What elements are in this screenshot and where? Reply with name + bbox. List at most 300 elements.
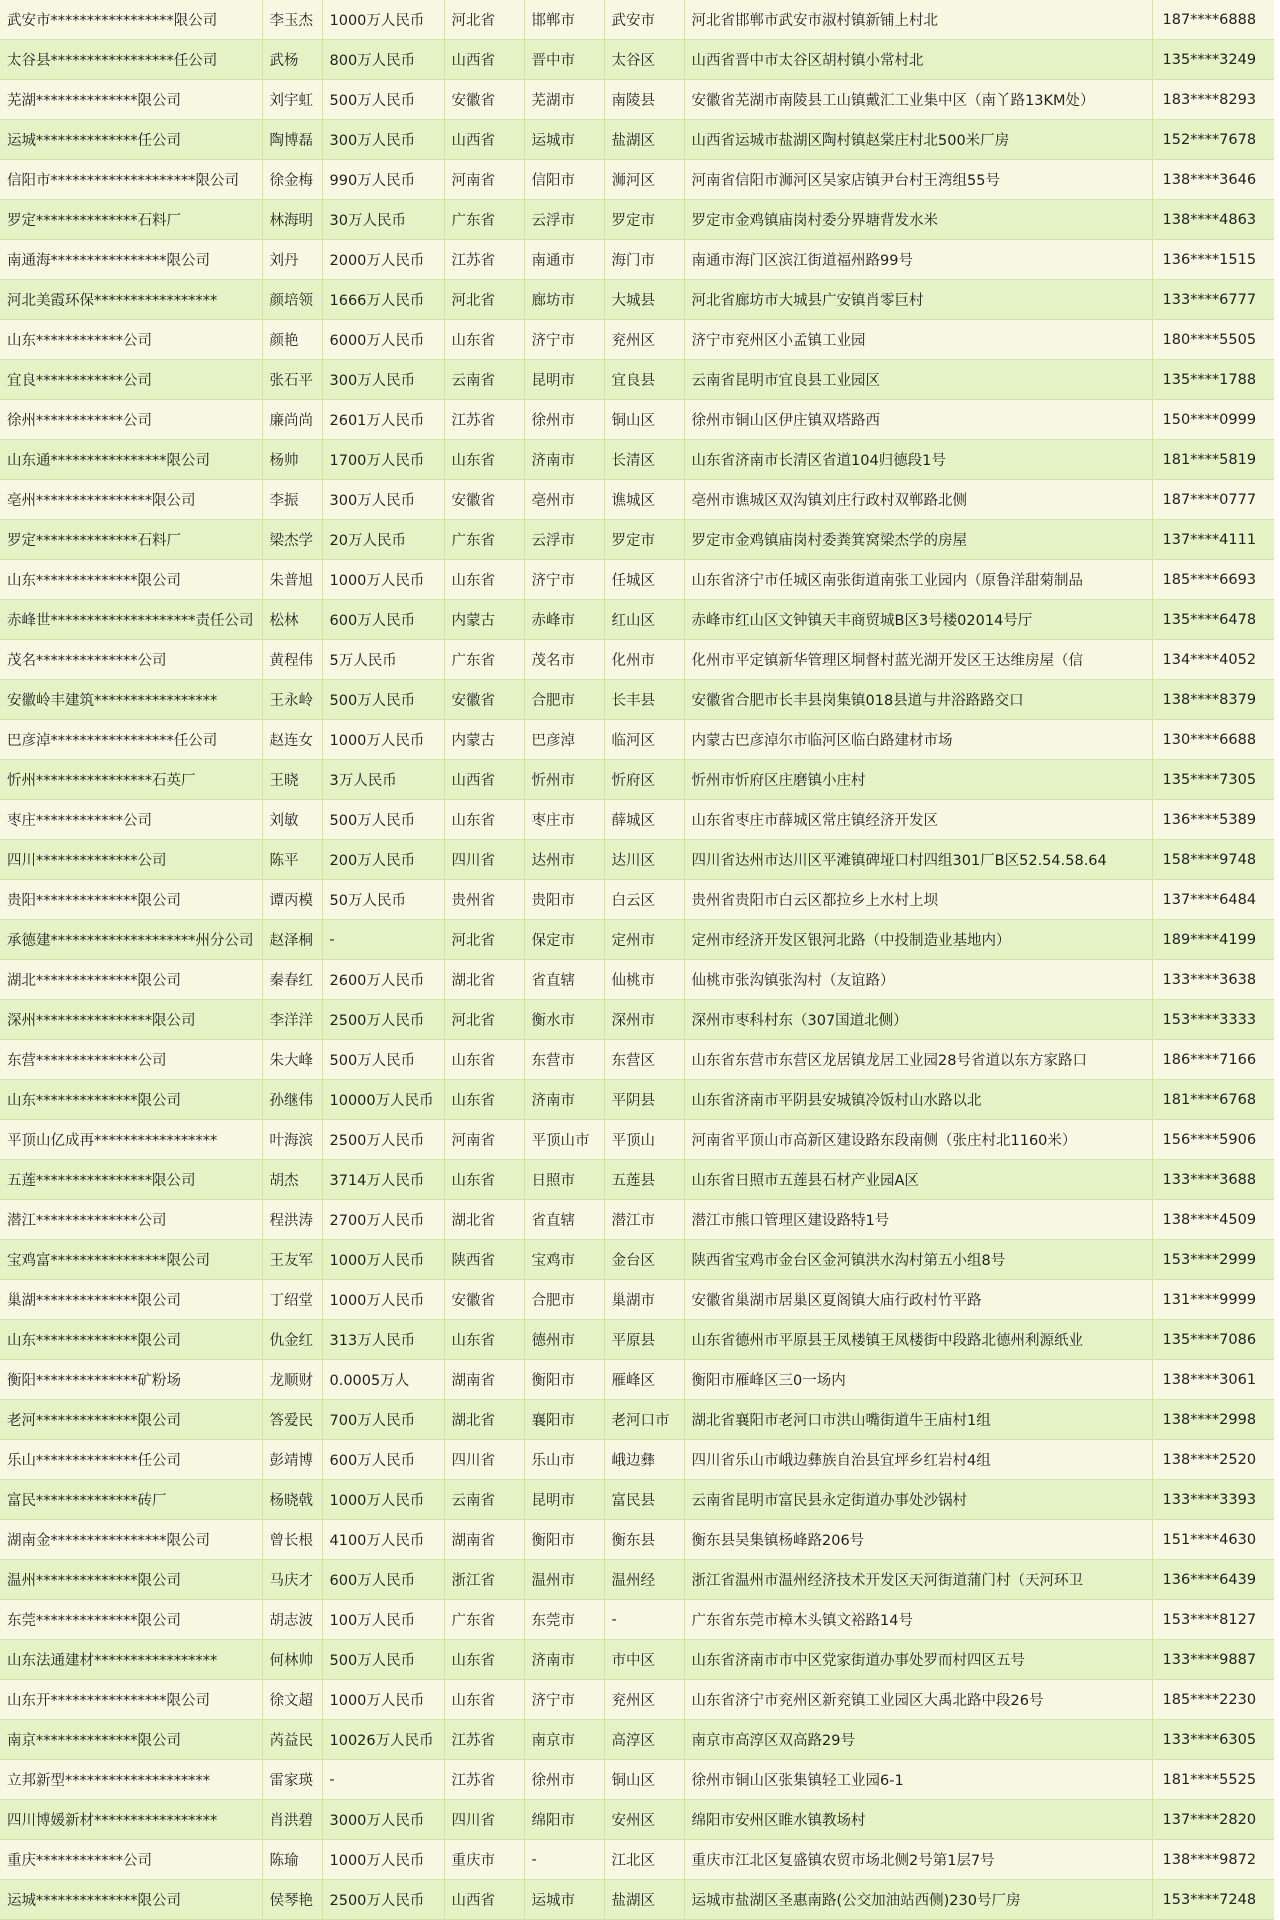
province-cell: 湖南省 — [444, 1520, 524, 1560]
province-cell: 广东省 — [444, 520, 524, 560]
registered-capital-cell: - — [322, 920, 444, 960]
registered-capital-cell: 600万人民币 — [322, 1560, 444, 1600]
table-row — [0, 1760, 1274, 1800]
address-cell: 山东省德州市平原县王凤楼镇王凤楼街中段路北德州利源纸业 — [684, 1320, 1152, 1360]
city-cell: 合肥市 — [524, 680, 604, 720]
city-cell: 济宁市 — [524, 320, 604, 360]
company-name-cell: 山东开****************限公司 — [0, 1680, 262, 1720]
phone-cell: 136****1515 — [1152, 240, 1274, 280]
address-cell: 罗定市金鸡镇庙岗村委分界塘背发水米 — [684, 200, 1152, 240]
phone-cell: 153****2999 — [1152, 1240, 1274, 1280]
phone-cell: 133****3638 — [1152, 960, 1274, 1000]
district-cell: 任城区 — [604, 560, 684, 600]
contact-name-cell: 赵连女 — [262, 720, 322, 760]
address-cell: 山东省东营市东营区龙居镇龙居工业园28号省道以东方家路口 — [684, 1040, 1152, 1080]
contact-name-cell: 程洪涛 — [262, 1200, 322, 1240]
province-cell: 山东省 — [444, 1040, 524, 1080]
company-name-cell: 赤峰世********************责任公司 — [0, 600, 262, 640]
district-cell: 温州经 — [604, 1560, 684, 1600]
district-cell: 罗定市 — [604, 520, 684, 560]
address-cell: 定州市经济开发区银河北路（中投制造业基地内） — [684, 920, 1152, 960]
city-cell: 乐山市 — [524, 1440, 604, 1480]
registered-capital-cell: 2500万人民币 — [322, 1000, 444, 1040]
registered-capital-cell: 2700万人民币 — [322, 1200, 444, 1240]
province-cell: 河北省 — [444, 280, 524, 320]
district-cell: 平阴县 — [604, 1080, 684, 1120]
phone-cell: 131****9999 — [1152, 1280, 1274, 1320]
city-cell: 信阳市 — [524, 160, 604, 200]
city-cell: 昆明市 — [524, 360, 604, 400]
table-row — [0, 880, 1274, 920]
address-cell: 山东省济南市市中区党家街道办事处罗而村四区五号 — [684, 1640, 1152, 1680]
table-row — [0, 440, 1274, 480]
registered-capital-cell: 2500万人民币 — [322, 1880, 444, 1920]
province-cell: 江苏省 — [444, 400, 524, 440]
address-cell: 山东省济南市长清区省道104归德段1号 — [684, 440, 1152, 480]
district-cell: 高淳区 — [604, 1720, 684, 1760]
company-name-cell: 南通海****************限公司 — [0, 240, 262, 280]
company-name-cell: 芜湖**************限公司 — [0, 80, 262, 120]
company-name-cell: 宜良************公司 — [0, 360, 262, 400]
company-name-cell: 深州****************限公司 — [0, 1000, 262, 1040]
registered-capital-cell: 600万人民币 — [322, 600, 444, 640]
province-cell: 安徽省 — [444, 1280, 524, 1320]
company-name-cell: 茂名**************公司 — [0, 640, 262, 680]
city-cell: 云浮市 — [524, 200, 604, 240]
registered-capital-cell: 500万人民币 — [322, 1040, 444, 1080]
contact-name-cell: 王永岭 — [262, 680, 322, 720]
table-row — [0, 800, 1274, 840]
district-cell: 深州市 — [604, 1000, 684, 1040]
registered-capital-cell: 1000万人民币 — [322, 1480, 444, 1520]
district-cell: 太谷区 — [604, 40, 684, 80]
contact-name-cell: 李玉杰 — [262, 0, 322, 40]
table-row — [0, 1320, 1274, 1360]
phone-cell: 180****5505 — [1152, 320, 1274, 360]
address-cell: 南通市海门区滨江街道福州路99号 — [684, 240, 1152, 280]
registered-capital-cell: 3714万人民币 — [322, 1160, 444, 1200]
company-name-cell: 宝鸡富****************限公司 — [0, 1240, 262, 1280]
table-row — [0, 1840, 1274, 1880]
district-cell: 薛城区 — [604, 800, 684, 840]
province-cell: 内蒙古 — [444, 720, 524, 760]
table-row — [0, 520, 1274, 560]
phone-cell: 187****6888 — [1152, 0, 1274, 40]
registered-capital-cell: 4100万人民币 — [322, 1520, 444, 1560]
registered-capital-cell: 5万人民币 — [322, 640, 444, 680]
contact-name-cell: 刘敏 — [262, 800, 322, 840]
company-name-cell: 信阳市********************限公司 — [0, 160, 262, 200]
city-cell: 枣庄市 — [524, 800, 604, 840]
address-cell: 济宁市兖州区小孟镇工业园 — [684, 320, 1152, 360]
contact-name-cell: 何林帅 — [262, 1640, 322, 1680]
registered-capital-cell: 3万人民币 — [322, 760, 444, 800]
registered-capital-cell: 6000万人民币 — [322, 320, 444, 360]
registered-capital-cell: 30万人民币 — [322, 200, 444, 240]
address-cell: 陕西省宝鸡市金台区金河镇洪水沟村第五小组8号 — [684, 1240, 1152, 1280]
registered-capital-cell: 1000万人民币 — [322, 1840, 444, 1880]
phone-cell: 181****5525 — [1152, 1760, 1274, 1800]
district-cell: 金台区 — [604, 1240, 684, 1280]
contact-name-cell: 彭靖博 — [262, 1440, 322, 1480]
contact-name-cell: 赵泽桐 — [262, 920, 322, 960]
registered-capital-cell: 1000万人民币 — [322, 0, 444, 40]
table-row — [0, 1040, 1274, 1080]
contact-name-cell: 梁杰学 — [262, 520, 322, 560]
phone-cell: 138****2520 — [1152, 1440, 1274, 1480]
registered-capital-cell: 50万人民币 — [322, 880, 444, 920]
table-row — [0, 1560, 1274, 1600]
contact-name-cell: 侯琴艳 — [262, 1880, 322, 1920]
address-cell: 重庆市江北区复盛镇农贸市场北侧2号第1层7号 — [684, 1840, 1152, 1880]
phone-cell: 150****0999 — [1152, 400, 1274, 440]
table-row — [0, 1600, 1274, 1640]
contact-name-cell: 颜培领 — [262, 280, 322, 320]
contact-name-cell: 黄程伟 — [262, 640, 322, 680]
city-cell: 济南市 — [524, 1080, 604, 1120]
registered-capital-cell: 1000万人民币 — [322, 1240, 444, 1280]
company-name-cell: 巴彦淖*****************任公司 — [0, 720, 262, 760]
city-cell: 衡阳市 — [524, 1360, 604, 1400]
company-name-cell: 立邦新型******************** — [0, 1760, 262, 1800]
table-row — [0, 1360, 1274, 1400]
contact-name-cell: 刘丹 — [262, 240, 322, 280]
table-row — [0, 240, 1274, 280]
district-cell: 大城县 — [604, 280, 684, 320]
phone-cell: 138****4509 — [1152, 1200, 1274, 1240]
phone-cell: 133****6777 — [1152, 280, 1274, 320]
city-cell: 南通市 — [524, 240, 604, 280]
phone-cell: 181****6768 — [1152, 1080, 1274, 1120]
company-name-cell: 衡阳**************矿粉场 — [0, 1360, 262, 1400]
province-cell: 广东省 — [444, 1600, 524, 1640]
phone-cell: 158****9748 — [1152, 840, 1274, 880]
province-cell: 山东省 — [444, 1160, 524, 1200]
province-cell: 湖北省 — [444, 1200, 524, 1240]
company-name-cell: 亳州****************限公司 — [0, 480, 262, 520]
city-cell: 茂名市 — [524, 640, 604, 680]
city-cell: 赤峰市 — [524, 600, 604, 640]
company-name-cell: 东营**************公司 — [0, 1040, 262, 1080]
city-cell: 徐州市 — [524, 400, 604, 440]
contact-name-cell: 雷家瑛 — [262, 1760, 322, 1800]
address-cell: 南京市高淳区双高路29号 — [684, 1720, 1152, 1760]
district-cell: 达川区 — [604, 840, 684, 880]
phone-cell: 153****7248 — [1152, 1880, 1274, 1920]
address-cell: 赤峰市红山区文钟镇天丰商贸城B区3号楼02014号厅 — [684, 600, 1152, 640]
province-cell: 广东省 — [444, 200, 524, 240]
company-name-cell: 富民**************砖厂 — [0, 1480, 262, 1520]
company-name-cell: 太谷县*****************任公司 — [0, 40, 262, 80]
phone-cell: 137****6484 — [1152, 880, 1274, 920]
district-cell: 海门市 — [604, 240, 684, 280]
registered-capital-cell: 0.0005万人 — [322, 1360, 444, 1400]
table-row — [0, 640, 1274, 680]
phone-cell: 138****4863 — [1152, 200, 1274, 240]
province-cell: 湖北省 — [444, 960, 524, 1000]
table-row — [0, 1800, 1274, 1840]
district-cell: - — [604, 1600, 684, 1640]
company-name-cell: 四川博媛新材***************** — [0, 1800, 262, 1840]
address-cell: 云南省昆明市富民县永定街道办事处沙锅村 — [684, 1480, 1152, 1520]
phone-cell: 187****0777 — [1152, 480, 1274, 520]
registered-capital-cell: 1000万人民币 — [322, 560, 444, 600]
phone-cell: 130****6688 — [1152, 720, 1274, 760]
phone-cell: 138****2998 — [1152, 1400, 1274, 1440]
city-cell: 衡阳市 — [524, 1520, 604, 1560]
company-name-cell: 湖南金****************限公司 — [0, 1520, 262, 1560]
address-cell: 山西省晋中市太谷区胡村镇小常村北 — [684, 40, 1152, 80]
registered-capital-cell: 990万人民币 — [322, 160, 444, 200]
table-row — [0, 200, 1274, 240]
contact-name-cell: 李振 — [262, 480, 322, 520]
registered-capital-cell: 100万人民币 — [322, 1600, 444, 1640]
phone-cell: 138****9872 — [1152, 1840, 1274, 1880]
phone-cell: 135****6478 — [1152, 600, 1274, 640]
province-cell: 四川省 — [444, 840, 524, 880]
company-name-cell: 四川**************公司 — [0, 840, 262, 880]
phone-cell: 153****8127 — [1152, 1600, 1274, 1640]
district-cell: 峨边彝 — [604, 1440, 684, 1480]
province-cell: 山西省 — [444, 120, 524, 160]
address-cell: 罗定市金鸡镇庙岗村委粪箕窝梁杰学的房屋 — [684, 520, 1152, 560]
city-cell: 南京市 — [524, 1720, 604, 1760]
registered-capital-cell: 1666万人民币 — [322, 280, 444, 320]
address-cell: 仙桃市张沟镇张沟村（友谊路） — [684, 960, 1152, 1000]
company-name-cell: 东莞**************限公司 — [0, 1600, 262, 1640]
district-cell: 雁峰区 — [604, 1360, 684, 1400]
city-cell: 平顶山市 — [524, 1120, 604, 1160]
city-cell: 保定市 — [524, 920, 604, 960]
table-row — [0, 1280, 1274, 1320]
contact-name-cell: 胡志波 — [262, 1600, 322, 1640]
address-cell: 湖北省襄阳市老河口市洪山嘴街道牛王庙村1组 — [684, 1400, 1152, 1440]
address-cell: 绵阳市安州区睢水镇教场村 — [684, 1800, 1152, 1840]
city-cell: 省直辖 — [524, 960, 604, 1000]
table-row — [0, 560, 1274, 600]
table-row — [0, 760, 1274, 800]
city-cell: 日照市 — [524, 1160, 604, 1200]
contact-name-cell: 王友军 — [262, 1240, 322, 1280]
city-cell: 省直辖 — [524, 1200, 604, 1240]
district-cell: 长丰县 — [604, 680, 684, 720]
registered-capital-cell: 300万人民币 — [322, 360, 444, 400]
registered-capital-cell: 313万人民币 — [322, 1320, 444, 1360]
contact-name-cell: 廉尚尚 — [262, 400, 322, 440]
registered-capital-cell: 600万人民币 — [322, 1440, 444, 1480]
city-cell: 东营市 — [524, 1040, 604, 1080]
province-cell: 河南省 — [444, 1120, 524, 1160]
address-cell: 运城市盐湖区圣惠南路(公交加油站西侧)230号厂房 — [684, 1880, 1152, 1920]
address-cell: 化州市平定镇新华管理区垌督村蓝光湖开发区王达维房屋（信 — [684, 640, 1152, 680]
address-cell: 广东省东莞市樟木头镇文裕路14号 — [684, 1600, 1152, 1640]
registered-capital-cell: 2500万人民币 — [322, 1120, 444, 1160]
phone-cell: 138****3646 — [1152, 160, 1274, 200]
contact-name-cell: 李洋洋 — [262, 1000, 322, 1040]
registered-capital-cell: 3000万人民币 — [322, 1800, 444, 1840]
contact-name-cell: 朱大峰 — [262, 1040, 322, 1080]
city-cell: 济宁市 — [524, 1680, 604, 1720]
phone-cell: 137****4111 — [1152, 520, 1274, 560]
table-row — [0, 40, 1274, 80]
company-name-cell: 乐山**************任公司 — [0, 1440, 262, 1480]
company-name-cell: 罗定**************石料厂 — [0, 200, 262, 240]
address-cell: 四川省乐山市峨边彝族自治县宜坪乡红岩村4组 — [684, 1440, 1152, 1480]
table-row — [0, 840, 1274, 880]
province-cell: 四川省 — [444, 1800, 524, 1840]
address-cell: 衡东县吴集镇杨峰路206号 — [684, 1520, 1152, 1560]
contact-name-cell: 芮益民 — [262, 1720, 322, 1760]
phone-cell: 134****4052 — [1152, 640, 1274, 680]
city-cell: 衡水市 — [524, 1000, 604, 1040]
city-cell: 达州市 — [524, 840, 604, 880]
registered-capital-cell: 1000万人民币 — [322, 1280, 444, 1320]
registered-capital-cell: 2600万人民币 — [322, 960, 444, 1000]
province-cell: 河北省 — [444, 1000, 524, 1040]
table-row — [0, 1440, 1274, 1480]
registered-capital-cell: 10000万人民币 — [322, 1080, 444, 1120]
phone-cell: 152****7678 — [1152, 120, 1274, 160]
district-cell: 长清区 — [604, 440, 684, 480]
phone-cell: 133****9887 — [1152, 1640, 1274, 1680]
phone-cell: 135****3249 — [1152, 40, 1274, 80]
province-cell: 安徽省 — [444, 680, 524, 720]
district-cell: 定州市 — [604, 920, 684, 960]
province-cell: 河北省 — [444, 0, 524, 40]
table-row — [0, 80, 1274, 120]
district-cell: 罗定市 — [604, 200, 684, 240]
contact-name-cell: 龙顺财 — [262, 1360, 322, 1400]
address-cell: 云南省昆明市宜良县工业园区 — [684, 360, 1152, 400]
table-row — [0, 920, 1274, 960]
district-cell: 东营区 — [604, 1040, 684, 1080]
company-name-cell: 平顶山亿成再***************** — [0, 1120, 262, 1160]
registered-capital-cell: 300万人民币 — [322, 480, 444, 520]
table-row — [0, 400, 1274, 440]
table-row — [0, 680, 1274, 720]
province-cell: 河北省 — [444, 920, 524, 960]
city-cell: 邯郸市 — [524, 0, 604, 40]
district-cell: 铜山区 — [604, 1760, 684, 1800]
phone-cell: 133****3688 — [1152, 1160, 1274, 1200]
company-name-cell: 山东**************限公司 — [0, 1080, 262, 1120]
contact-name-cell: 曾长根 — [262, 1520, 322, 1560]
contact-name-cell: 仇金红 — [262, 1320, 322, 1360]
registered-capital-cell: 2601万人民币 — [322, 400, 444, 440]
address-cell: 徐州市铜山区伊庄镇双塔路西 — [684, 400, 1152, 440]
phone-cell: 133****3393 — [1152, 1480, 1274, 1520]
address-cell: 潜江市熊口管理区建设路特1号 — [684, 1200, 1152, 1240]
table-row — [0, 360, 1274, 400]
table-row — [0, 960, 1274, 1000]
contact-name-cell: 杨帅 — [262, 440, 322, 480]
city-cell: 亳州市 — [524, 480, 604, 520]
phone-cell: 181****5819 — [1152, 440, 1274, 480]
registered-capital-cell: 500万人民币 — [322, 800, 444, 840]
address-cell: 山西省运城市盐湖区陶村镇赵棠庄村北500米厂房 — [684, 120, 1152, 160]
contact-name-cell: 马庆才 — [262, 1560, 322, 1600]
company-name-cell: 贵阳**************限公司 — [0, 880, 262, 920]
province-cell: 山东省 — [444, 320, 524, 360]
address-cell: 安徽省芜湖市南陵县工山镇戴汇工业集中区（南丫路13KM处） — [684, 80, 1152, 120]
table-row — [0, 1720, 1274, 1760]
company-name-cell: 承德建********************州分公司 — [0, 920, 262, 960]
city-cell: 东莞市 — [524, 1600, 604, 1640]
company-name-cell: 山东**************限公司 — [0, 560, 262, 600]
city-cell: 贵阳市 — [524, 880, 604, 920]
province-cell: 山东省 — [444, 1680, 524, 1720]
contact-name-cell: 胡杰 — [262, 1160, 322, 1200]
province-cell: 四川省 — [444, 1440, 524, 1480]
contact-name-cell: 丁绍堂 — [262, 1280, 322, 1320]
phone-cell: 153****3333 — [1152, 1000, 1274, 1040]
contact-name-cell: 秦春红 — [262, 960, 322, 1000]
city-cell: 昆明市 — [524, 1480, 604, 1520]
address-cell: 衡阳市雁峰区三0一场内 — [684, 1360, 1152, 1400]
city-cell: 徐州市 — [524, 1760, 604, 1800]
table-row — [0, 480, 1274, 520]
district-cell: 忻府区 — [604, 760, 684, 800]
district-cell: 盐湖区 — [604, 1880, 684, 1920]
contact-name-cell: 刘宇虹 — [262, 80, 322, 120]
province-cell: 江苏省 — [444, 240, 524, 280]
registered-capital-cell: 1000万人民币 — [322, 1680, 444, 1720]
phone-cell: 137****2820 — [1152, 1800, 1274, 1840]
city-cell: 温州市 — [524, 1560, 604, 1600]
phone-cell: 135****7305 — [1152, 760, 1274, 800]
company-name-cell: 运城**************限公司 — [0, 1880, 262, 1920]
address-cell: 深州市枣科村东（307国道北侧） — [684, 1000, 1152, 1040]
province-cell: 内蒙古 — [444, 600, 524, 640]
city-cell: 运城市 — [524, 1880, 604, 1920]
province-cell: 重庆市 — [444, 1840, 524, 1880]
phone-cell: 135****1788 — [1152, 360, 1274, 400]
province-cell: 山东省 — [444, 1640, 524, 1680]
district-cell: 平顶山 — [604, 1120, 684, 1160]
phone-cell: 138****3061 — [1152, 1360, 1274, 1400]
contact-name-cell: 朱普旭 — [262, 560, 322, 600]
city-cell: 廊坊市 — [524, 280, 604, 320]
city-cell: 芜湖市 — [524, 80, 604, 120]
district-cell: 衡东县 — [604, 1520, 684, 1560]
company-name-cell: 罗定**************石料厂 — [0, 520, 262, 560]
province-cell: 江苏省 — [444, 1760, 524, 1800]
contact-name-cell: 徐文超 — [262, 1680, 322, 1720]
province-cell: 江苏省 — [444, 1720, 524, 1760]
company-name-cell: 安徽岭丰建筑***************** — [0, 680, 262, 720]
company-name-cell: 巢湖**************限公司 — [0, 1280, 262, 1320]
table-row — [0, 280, 1274, 320]
registered-capital-cell: 10026万人民币 — [322, 1720, 444, 1760]
district-cell: 富民县 — [604, 1480, 684, 1520]
city-cell: 德州市 — [524, 1320, 604, 1360]
phone-cell: 189****4199 — [1152, 920, 1274, 960]
phone-cell: 156****5906 — [1152, 1120, 1274, 1160]
contact-name-cell: 林海明 — [262, 200, 322, 240]
address-cell: 内蒙古巴彦淖尔市临河区临白路建材市场 — [684, 720, 1152, 760]
company-name-cell: 潜江**************公司 — [0, 1200, 262, 1240]
company-name-cell: 山东法通建材***************** — [0, 1640, 262, 1680]
company-name-cell: 山东************公司 — [0, 320, 262, 360]
district-cell: 老河口市 — [604, 1400, 684, 1440]
registered-capital-cell: 200万人民币 — [322, 840, 444, 880]
district-cell: 安州区 — [604, 1800, 684, 1840]
province-cell: 山东省 — [444, 560, 524, 600]
table-row — [0, 720, 1274, 760]
company-name-cell: 重庆************公司 — [0, 1840, 262, 1880]
phone-cell: 185****6693 — [1152, 560, 1274, 600]
province-cell: 山西省 — [444, 1880, 524, 1920]
